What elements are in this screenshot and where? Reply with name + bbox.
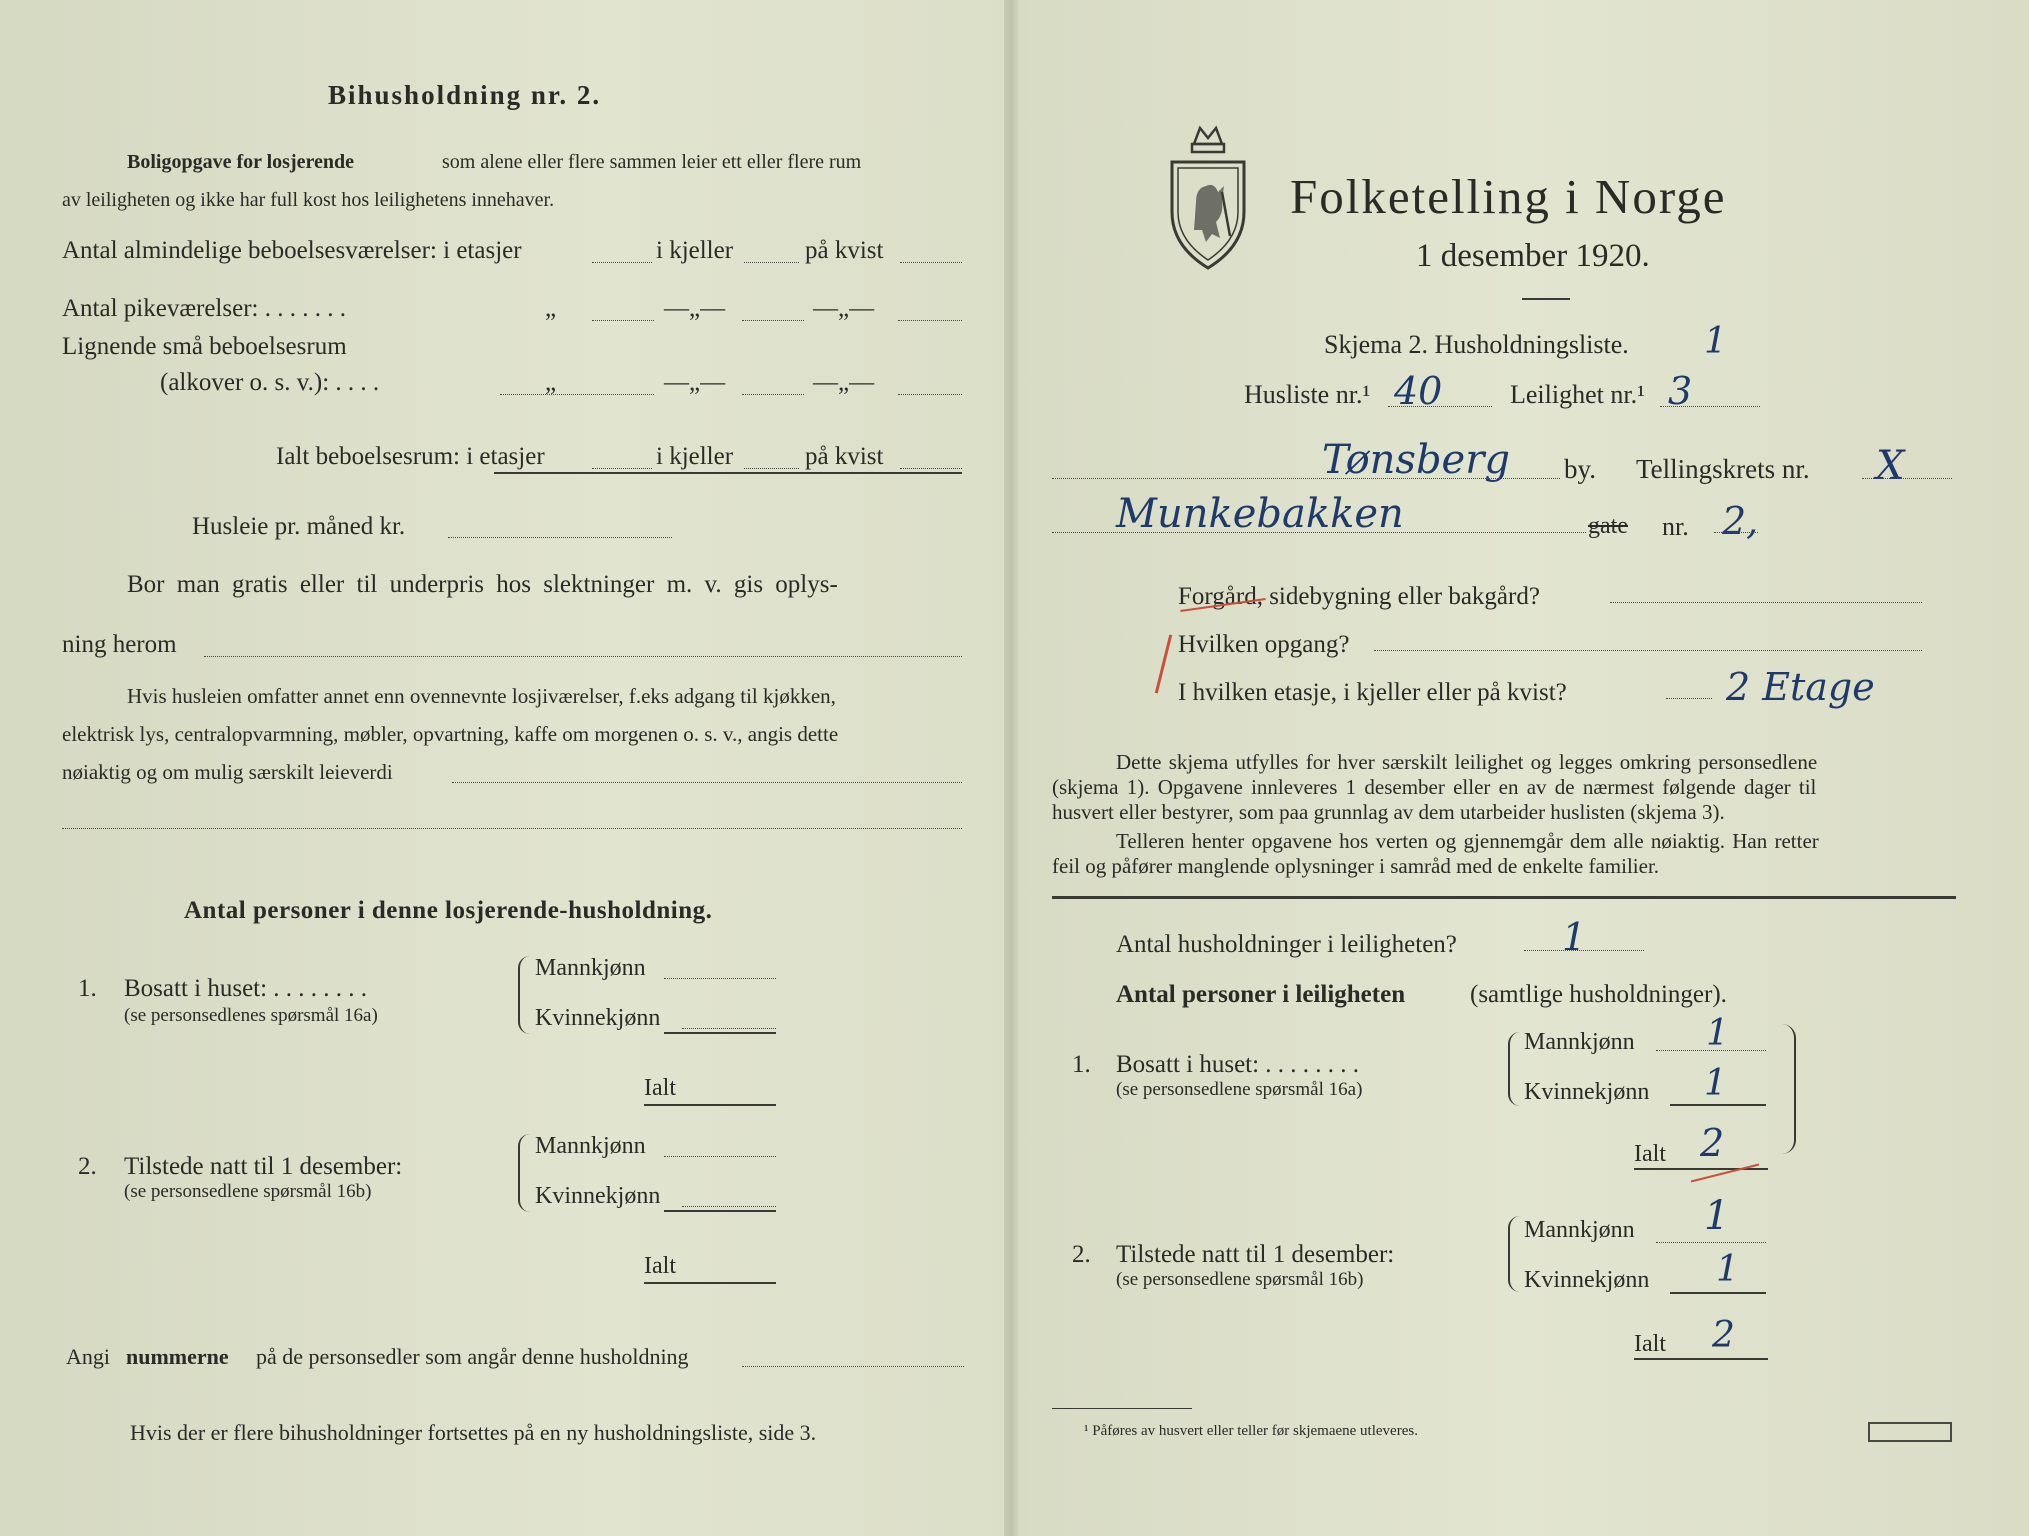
pike-ditto-3: —„— [813, 295, 875, 322]
lignende-ditto-3: —„— [813, 369, 875, 396]
by-value[interactable]: Tønsberg [1322, 437, 1510, 483]
rq2-kvinne-value[interactable]: 1 [1716, 1249, 1739, 1290]
husleie-label: Husleie pr. måned kr. [192, 513, 406, 540]
rooms-kvist-label: på kvist [805, 237, 884, 264]
leieverdi-field-2[interactable] [62, 828, 962, 829]
rq1-sub: (se personsedlene spørsmål 16a) [1116, 1079, 1363, 1100]
rq1-ialt-label: Ialt [1634, 1141, 1666, 1167]
lq2-brace [518, 1134, 530, 1212]
etasje-value[interactable]: 2 Etage [1726, 665, 1875, 709]
gate-label: gate [1588, 513, 1628, 539]
etasje-field [1666, 698, 1712, 699]
rq1-mann-label: Mannkjønn [1524, 1029, 1635, 1055]
lq2-sub: (se personsedlene spørsmål 16b) [124, 1181, 372, 1202]
rooms-label: Antal almindelige beboelsesværelser: i etasjer [62, 237, 522, 264]
angi-1: Angi [66, 1344, 110, 1369]
lq2-num: 2. [78, 1153, 97, 1180]
lq1-kvinne-label: Kvinnekjønn [535, 1005, 661, 1031]
lignende-label-1: Lignende små beboelsesrum [62, 333, 347, 360]
husliste-field [1388, 406, 1492, 407]
rooms-kvist-field[interactable] [900, 262, 962, 263]
info-line-3: husvert eller bestyrer, som paa grunnlag av dem utarbeider huslisten (skjema 3). [1052, 800, 1725, 824]
rq2-num: 2. [1072, 1241, 1091, 1268]
rq2-ialt-rule [1634, 1358, 1768, 1360]
persons-title-left: Antal personer i denne losjerende-husholdning. [184, 897, 713, 924]
note-line-1: Hvis husleien omfatter annet enn ovennevnte losjiværelser, f.eks adgang til kjøkken, [127, 684, 836, 708]
lq1-kvinne-field[interactable] [682, 1028, 776, 1029]
persons-rest-right: (samtlige husholdninger). [1470, 981, 1727, 1008]
forgaard-label: Forgård, sidebygning eller bakgård? [1178, 583, 1540, 610]
angi-field[interactable] [742, 1366, 964, 1367]
info-line-2: (skjema 1). Opgavene innleveres 1 desember eller en av de nærmest følgende dager til [1052, 775, 1817, 799]
rooms-etasjer-field[interactable] [592, 262, 652, 263]
gate-nr-label: nr. [1662, 512, 1689, 541]
note-line-2: elektrisk lys, centralopvarmning, møbler, opvartning, kaffe om morgenen o. s. v., angis dette [62, 722, 839, 746]
rooms-kjeller-field[interactable] [744, 262, 799, 263]
rq1-mann-value[interactable]: 1 [1706, 1013, 1729, 1054]
lq1-brace [518, 956, 530, 1034]
husleie-field[interactable] [448, 537, 672, 538]
ialt-kjeller-field[interactable] [744, 468, 799, 469]
title-divider [1522, 298, 1570, 300]
by-field [1052, 478, 1560, 479]
rq1-num: 1. [1072, 1051, 1091, 1078]
ialt-rooms-label: Ialt beboelsesrum: i etasjer [276, 443, 545, 470]
pike-label: Antal pikeværelser: . . . . . . . [62, 295, 346, 322]
rooms-kjeller-label: i kjeller [656, 237, 734, 264]
lq1-mann-label: Mannkjønn [535, 955, 646, 981]
lq1-label: Bosatt i huset: . . . . . . . . [124, 975, 368, 1002]
right-title: Folketelling i Norge [1290, 169, 1727, 224]
lq1-num: 1. [78, 975, 97, 1002]
info-line-1: Dette skjema utfylles for hver særskilt leilighet og legges omkring personsedlene [1116, 750, 1818, 774]
lignende-field-3[interactable] [898, 394, 962, 395]
lq2-kvinne-rule [664, 1210, 776, 1212]
ialt-kvist-field[interactable] [900, 468, 962, 469]
gratis-field[interactable] [204, 656, 962, 657]
info-line-4: Telleren henter opgavene hos verten og gjennemgår dem alle nøiaktig. Han retter [1116, 829, 1819, 853]
ialt-rooms-rule [494, 472, 962, 474]
lignende-field-1[interactable] [500, 394, 654, 395]
antal-hush-field [1524, 950, 1644, 951]
lq1-mann-field[interactable] [664, 978, 776, 979]
rq2-kvinne-label: Kvinnekjønn [1524, 1267, 1650, 1293]
rq2-mann-field [1656, 1242, 1766, 1243]
pike-field-3[interactable] [898, 320, 962, 321]
lq2-mann-field[interactable] [664, 1156, 776, 1157]
lq2-ialt-rule[interactable] [644, 1282, 776, 1284]
tellingskrets-field [1862, 478, 1952, 479]
leieverdi-field[interactable] [452, 782, 962, 783]
skjema-label: Skjema 2. Husholdningsliste. [1324, 330, 1629, 359]
lignende-label-2: (alkover o. s. v.): . . . . [160, 369, 380, 396]
norway-coat-of-arms-icon [1166, 122, 1250, 272]
opgang-label: Hvilken opgang? [1178, 631, 1350, 658]
gate-nr-value[interactable]: 2, [1722, 499, 1759, 543]
rq2-ialt-label: Ialt [1634, 1331, 1666, 1357]
husliste-label: Husliste nr.¹ [1244, 380, 1371, 409]
rq2-label: Tilstede natt til 1 desember: [1116, 1241, 1395, 1268]
gate-nr-field [1714, 532, 1758, 533]
rq1-pencil-bracket [1780, 1024, 1796, 1154]
tellingskrets-value[interactable]: X [1876, 443, 1905, 489]
rq2-sub: (se personsedlene spørsmål 16b) [1116, 1269, 1364, 1290]
lq2-kvinne-label: Kvinnekjønn [535, 1183, 661, 1209]
rq2-mann-label: Mannkjønn [1524, 1217, 1635, 1243]
angi-2: på de personsedler som angår denne husholdning [256, 1344, 689, 1369]
gratis-line-1: Bor man gratis eller til underpris hos slektninger m. v. gis oplys- [127, 571, 838, 598]
forgaard-field[interactable] [1610, 602, 1922, 603]
lignende-ditto-1: „ [545, 369, 557, 396]
lq2-kvinne-field[interactable] [682, 1206, 776, 1207]
lq2-ialt-label: Ialt [644, 1253, 676, 1279]
skjema-value[interactable]: 1 [1704, 321, 1727, 362]
pike-ditto-1: „ [545, 295, 557, 322]
rq2-ialt-value[interactable]: 2 [1712, 1315, 1735, 1356]
lq2-mann-label: Mannkjønn [535, 1133, 646, 1159]
gate-field [1052, 532, 1586, 533]
gratis-line-2: ning herom [62, 631, 177, 658]
antal-hush-label: Antal husholdninger i leiligheten? [1116, 931, 1457, 958]
footnote-divider [1052, 1408, 1192, 1409]
footnote: ¹ Påføres av husvert eller teller før skjemaene utleveres. [1084, 1423, 1418, 1439]
lq1-sub: (se personsedlenes spørsmål 16a) [124, 1005, 378, 1026]
rq1-mann-field [1656, 1050, 1766, 1051]
leilighet-value[interactable]: 3 [1668, 369, 1693, 413]
leilighet-field [1660, 406, 1760, 407]
rq1-label: Bosatt i huset: . . . . . . . . [1116, 1051, 1360, 1078]
census-date: 1 desember 1920. [1416, 238, 1650, 274]
rq1-ialt-value[interactable]: 2 [1700, 1121, 1725, 1165]
tellingskrets-label: Tellingskrets nr. [1636, 454, 1810, 484]
intro-rest: som alene eller flere sammen leier ett eller flere rum [442, 151, 862, 173]
lignende-field-2[interactable] [742, 394, 804, 395]
ialt-etasjer-field[interactable] [592, 468, 652, 469]
husliste-value[interactable]: 40 [1394, 369, 1443, 413]
rq2-brace [1508, 1216, 1520, 1292]
lq1-ialt-label: Ialt [644, 1075, 676, 1101]
page-fold [1004, 0, 1018, 1536]
lignende-ditto-2: —„— [664, 369, 726, 396]
rq2-kvinne-rule [1670, 1292, 1766, 1294]
left-title: Bihusholdning nr. 2. [328, 80, 602, 110]
lq1-ialt-rule[interactable] [644, 1104, 776, 1106]
lq1-kvinne-rule [664, 1032, 776, 1034]
angi-bold: nummerne [126, 1344, 229, 1369]
pike-field-2[interactable] [742, 320, 804, 321]
etasje-label: I hvilken etasje, i kjeller eller på kvist? [1178, 679, 1567, 706]
rq1-kvinne-rule [1670, 1104, 1766, 1106]
leilighet-label: Leilighet nr.¹ [1510, 380, 1645, 409]
ialt-kvist-label: på kvist [805, 443, 884, 470]
intro-bold: Boligopgave for losjerende [127, 151, 355, 173]
rq2-mann-value[interactable]: 1 [1704, 1193, 1730, 1239]
antal-hush-value[interactable]: 1 [1562, 915, 1587, 959]
note-line-3: nøiaktig og om mulig særskilt leieverdi [62, 760, 393, 784]
rq1-brace [1508, 1032, 1520, 1106]
info-line-5: feil og påfører manglende oplysninger i samråd med de enkelte familier. [1052, 854, 1660, 878]
left-footer: Hvis der er flere bihusholdninger fortsettes på en ny husholdningsliste, side 3. [130, 1420, 817, 1445]
ialt-kjeller-label: i kjeller [656, 443, 734, 470]
lq2-label: Tilstede natt til 1 desember: [124, 1153, 403, 1180]
printer-stamp [1868, 1422, 1952, 1442]
rq1-kvinne-label: Kvinnekjønn [1524, 1079, 1650, 1105]
opgang-field[interactable] [1374, 650, 1922, 651]
pike-ditto-2: —„— [664, 295, 726, 322]
intro-line2: av leiligheten og ikke har full kost hos leilighetens innehaver. [62, 189, 555, 211]
gate-value[interactable]: Munkebakken [1116, 491, 1404, 537]
persons-bold-right: Antal personer i leiligheten [1116, 981, 1406, 1008]
info-divider [1052, 896, 1956, 899]
rq1-kvinne-value[interactable]: 1 [1704, 1063, 1727, 1104]
pike-field-1[interactable] [592, 320, 654, 321]
by-label: by. [1564, 454, 1596, 484]
